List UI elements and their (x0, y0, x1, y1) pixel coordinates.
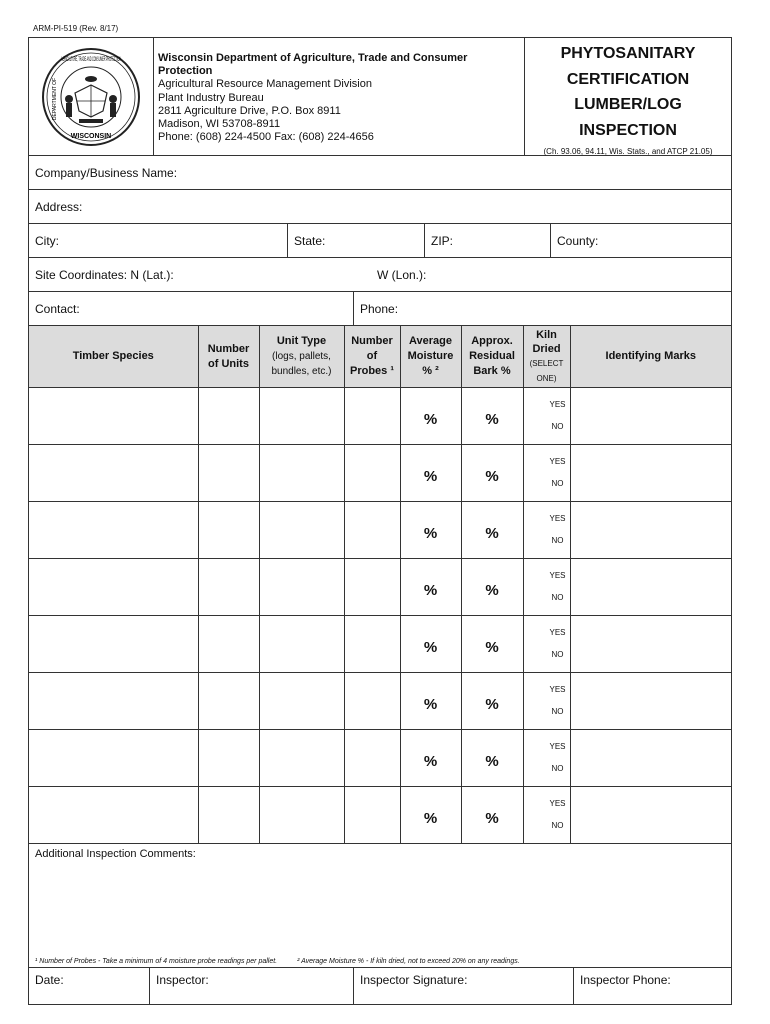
residual-bark-cell[interactable] (461, 559, 523, 616)
header-timber-species: Timber Species (29, 326, 198, 388)
contact-field[interactable] (29, 292, 353, 325)
form-code: ARM-PI-519 (Rev. 8/17) (33, 24, 119, 33)
state-field[interactable] (287, 224, 424, 257)
date-field[interactable] (29, 968, 149, 1004)
header-residual-bark: Approx. Residual Bark % (461, 326, 523, 388)
kiln-yes-option[interactable]: YES (549, 799, 566, 808)
signature-field[interactable] (353, 968, 573, 1004)
kiln-no-option[interactable]: NO (551, 479, 564, 488)
unit-type-cell[interactable] (259, 388, 344, 445)
seal-top-text: AGRICULTURE, TRADE AND CONSUMER PROTECTION (61, 56, 121, 63)
kiln-dried-cell (523, 388, 570, 445)
kiln-no-option[interactable]: NO (551, 536, 564, 545)
header-identifying-marks: Identifying Marks (570, 326, 731, 388)
kiln-no-option[interactable]: NO (551, 422, 564, 431)
table-row (29, 388, 731, 445)
timber-species-cell[interactable] (29, 787, 198, 844)
form-header (29, 38, 731, 156)
number-of-probes-cell[interactable] (344, 445, 400, 502)
identifying-marks-cell[interactable] (570, 787, 731, 844)
kiln-yes-option[interactable]: YES (549, 742, 566, 751)
table-row (29, 559, 731, 616)
address-label: Address: (35, 199, 83, 214)
kiln-dried-cell (523, 559, 570, 616)
residual-bark-cell[interactable] (461, 388, 523, 445)
company-row (29, 156, 731, 190)
city-label: City: (35, 233, 59, 248)
kiln-yes-option[interactable]: YES (549, 514, 566, 523)
unit-type-cell[interactable] (259, 616, 344, 673)
kiln-yes-option[interactable]: YES (549, 685, 566, 694)
zip-label: ZIP: (431, 233, 454, 248)
identifying-marks-cell[interactable] (570, 388, 731, 445)
timber-species-cell[interactable] (29, 502, 198, 559)
number-of-probes-cell[interactable] (344, 388, 400, 445)
city-field[interactable] (29, 224, 287, 257)
unit-type-cell[interactable] (259, 730, 344, 787)
average-moisture-cell[interactable] (400, 616, 461, 673)
average-moisture-cell[interactable] (400, 730, 461, 787)
residual-bark-cell[interactable] (461, 787, 523, 844)
header-number-of-probes: Number of Probes ¹ (344, 326, 400, 388)
timber-species-cell[interactable] (29, 559, 198, 616)
kiln-no-option[interactable]: NO (551, 650, 564, 659)
kiln-no-option[interactable]: NO (551, 764, 564, 773)
latitude-label: Site Coordinates: N (Lat.): (35, 267, 174, 282)
number-of-units-cell[interactable] (198, 388, 259, 445)
title-citation: (Ch. 93.06, 94.11, Wis. Stats., and ATCP 21.05) (543, 147, 713, 156)
seal-bottom-text: WISCONSIN (70, 132, 112, 140)
percent-sign: % (423, 410, 438, 428)
number-of-units-cell[interactable] (198, 445, 259, 502)
contact-label: Contact: (35, 301, 80, 316)
timber-species-cell[interactable] (29, 445, 198, 502)
percent-sign: % (485, 809, 499, 827)
table-row (29, 673, 731, 730)
number-of-probes-cell[interactable] (344, 673, 400, 730)
agency-info (154, 38, 525, 155)
header-kiln-dried: Kiln Dried (SELECT ONE) (523, 326, 570, 388)
unit-type-cell[interactable] (259, 787, 344, 844)
agency-name-line2: Protection (158, 65, 213, 78)
percent-sign: % (423, 638, 438, 656)
number-of-probes-cell[interactable] (344, 502, 400, 559)
unit-type-cell[interactable] (259, 502, 344, 559)
percent-sign: % (485, 524, 499, 542)
table-row (29, 787, 731, 844)
percent-sign: % (423, 524, 438, 542)
percent-sign: % (485, 581, 499, 599)
kiln-yes-option[interactable]: YES (549, 628, 566, 637)
average-moisture-cell[interactable] (400, 502, 461, 559)
kiln-no-option[interactable]: NO (551, 593, 564, 602)
table-row (29, 445, 731, 502)
kiln-no-option[interactable]: NO (551, 821, 564, 830)
kiln-dried-cell (523, 502, 570, 559)
average-moisture-cell[interactable] (400, 445, 461, 502)
percent-sign: % (485, 695, 499, 713)
average-moisture-cell[interactable] (400, 388, 461, 445)
kiln-yes-option[interactable]: YES (549, 571, 566, 580)
number-of-probes-cell[interactable] (344, 559, 400, 616)
table-row (29, 730, 731, 787)
signature-row (29, 968, 731, 1004)
percent-sign: % (485, 638, 499, 656)
wisconsin-seal-icon (41, 47, 141, 147)
kiln-dried-cell (523, 730, 570, 787)
longitude-field[interactable] (371, 258, 731, 291)
title-line4: INSPECTION (579, 121, 677, 139)
county-field[interactable] (550, 224, 731, 257)
agency-address1: 2811 Agriculture Drive, P.O. Box 8911 (158, 104, 341, 117)
number-of-units-cell[interactable] (198, 559, 259, 616)
title-line1: PHYTOSANITARY (560, 45, 696, 62)
address-row (29, 190, 731, 224)
identifying-marks-cell[interactable] (570, 616, 731, 673)
seal-cell (29, 38, 154, 155)
agency-bureau: Plant Industry Bureau (158, 91, 264, 104)
timber-species-cell[interactable] (29, 730, 198, 787)
residual-bark-cell[interactable] (461, 616, 523, 673)
number-of-probes-cell[interactable] (344, 787, 400, 844)
header-number-of-units: Number of Units (198, 326, 259, 388)
percent-sign: % (423, 809, 438, 827)
timber-species-cell[interactable] (29, 673, 198, 730)
identifying-marks-cell[interactable] (570, 730, 731, 787)
residual-bark-cell[interactable] (461, 730, 523, 787)
signature-label: Inspector Signature: (360, 973, 468, 987)
kiln-no-option[interactable]: NO (551, 707, 564, 716)
kiln-yes-option[interactable]: YES (549, 457, 566, 466)
title-line3: LUMBER/LOG (574, 96, 682, 113)
longitude-label: W (Lon.): (377, 267, 427, 282)
average-moisture-cell[interactable] (400, 559, 461, 616)
table-row (29, 616, 731, 673)
latitude-field[interactable] (29, 258, 371, 291)
address-field[interactable] (29, 190, 731, 223)
residual-bark-cell[interactable] (461, 502, 523, 559)
footnotes (35, 958, 520, 965)
kiln-dried-cell (523, 673, 570, 730)
inspection-table (29, 326, 731, 844)
seal-left-text: DEPARTMENT OF (52, 77, 58, 120)
kiln-dried-cell (523, 787, 570, 844)
percent-sign: % (485, 752, 499, 770)
number-of-probes-cell[interactable] (344, 730, 400, 787)
number-of-units-cell[interactable] (198, 730, 259, 787)
phone-label: Phone: (360, 301, 399, 316)
kiln-dried-cell (523, 445, 570, 502)
comments-label: Additional Inspection Comments: (35, 848, 196, 860)
header-average-moisture: Average Moisture % ² (400, 326, 461, 388)
table-header-row (29, 326, 731, 388)
timber-species-cell[interactable] (29, 616, 198, 673)
kiln-dried-cell (523, 616, 570, 673)
identifying-marks-cell[interactable] (570, 673, 731, 730)
unit-type-cell[interactable] (259, 559, 344, 616)
percent-sign: % (485, 467, 499, 485)
state-label: State: (294, 233, 326, 248)
agency-division: Agricultural Resource Management Division (158, 78, 372, 91)
residual-bark-cell[interactable] (461, 673, 523, 730)
inspector-field[interactable] (149, 968, 353, 1004)
agency-phone: Phone: (608) 224-4500 Fax: (608) 224-4656 (158, 131, 374, 144)
agency-name-line1: Wisconsin Department of Agriculture, Trade and Consumer (158, 52, 468, 64)
company-field[interactable] (29, 156, 731, 189)
footnote-probes: ¹ Number of Probes - Take a minimum of 4 moisture probe readings per pallet. (35, 958, 278, 965)
footnote-moisture: ² Average Moisture % - If kiln dried, not to exceed 20% on any readings. (297, 958, 520, 965)
phone-field[interactable] (353, 292, 731, 325)
percent-sign: % (423, 695, 438, 713)
form-title (525, 38, 731, 155)
contact-row (29, 292, 731, 326)
identifying-marks-cell[interactable] (570, 502, 731, 559)
percent-sign: % (485, 410, 499, 428)
number-of-units-cell[interactable] (198, 673, 259, 730)
average-moisture-cell[interactable] (400, 673, 461, 730)
number-of-probes-cell[interactable] (344, 616, 400, 673)
percent-sign: % (423, 467, 438, 485)
inspector-phone-label: Inspector Phone: (580, 973, 671, 987)
residual-bark-cell[interactable] (461, 445, 523, 502)
zip-field[interactable] (424, 224, 550, 257)
table-row (29, 502, 731, 559)
percent-sign: % (423, 752, 438, 770)
coords-row (29, 258, 731, 292)
date-label: Date: (35, 973, 64, 987)
percent-sign: % (423, 581, 438, 599)
timber-species-cell[interactable] (29, 388, 198, 445)
city-row (29, 224, 731, 258)
company-label: Company/Business Name: (35, 165, 178, 180)
inspector-label: Inspector: (156, 973, 209, 987)
header-unit-type: Unit Type (logs, pallets, bundles, etc.) (259, 326, 344, 388)
identifying-marks-cell[interactable] (570, 445, 731, 502)
number-of-units-cell[interactable] (198, 616, 259, 673)
number-of-units-cell[interactable] (198, 787, 259, 844)
unit-type-cell[interactable] (259, 673, 344, 730)
agency-address2: Madison, WI 53708-8911 (158, 118, 281, 131)
identifying-marks-cell[interactable] (570, 559, 731, 616)
form-frame (28, 37, 732, 1005)
inspector-phone-field[interactable] (573, 968, 731, 1004)
county-label: County: (557, 233, 599, 248)
average-moisture-cell[interactable] (400, 787, 461, 844)
number-of-units-cell[interactable] (198, 502, 259, 559)
comments-field[interactable] (29, 844, 731, 968)
kiln-yes-option[interactable]: YES (549, 400, 566, 409)
unit-type-cell[interactable] (259, 445, 344, 502)
title-line2: CERTIFICATION (566, 70, 690, 88)
